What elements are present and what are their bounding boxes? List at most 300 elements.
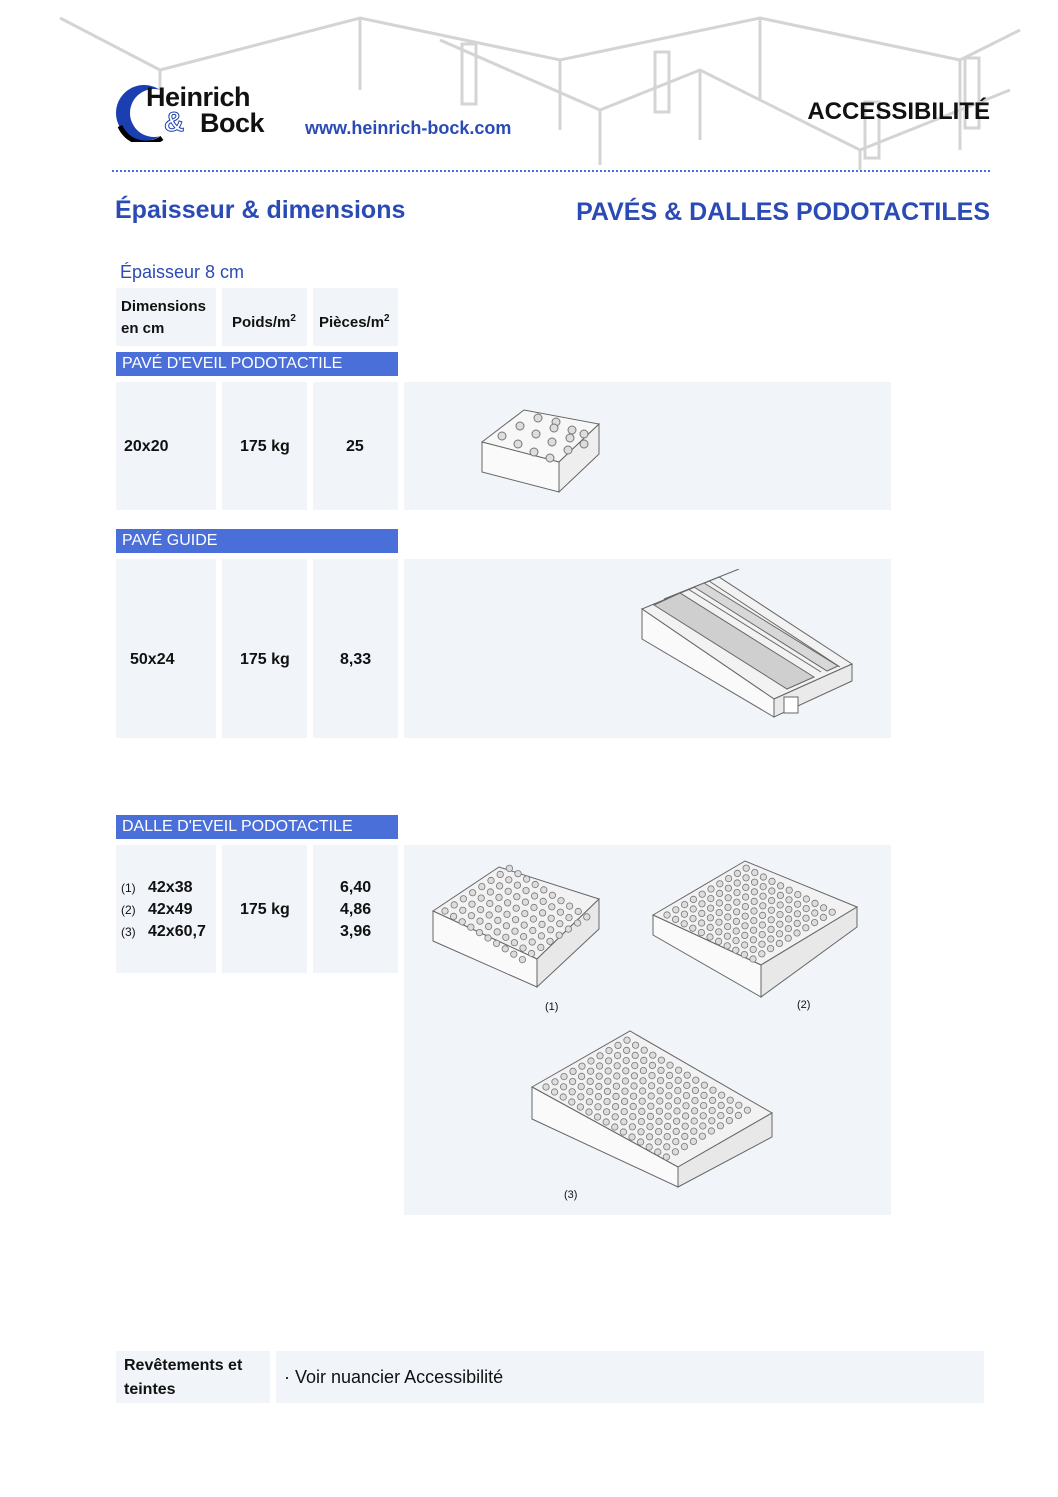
- tactile-dot: [752, 869, 758, 875]
- weight-value: 175 kg: [240, 651, 290, 668]
- tactile-dot: [682, 1133, 688, 1139]
- tactile-dot: [541, 887, 547, 893]
- tactile-dot: [638, 1129, 644, 1135]
- tactile-dot: [673, 1138, 679, 1144]
- tactile-dot: [548, 915, 554, 921]
- tactile-dot: [681, 921, 687, 927]
- tactile-dot: [596, 1073, 602, 1079]
- tactile-dot: [641, 1057, 647, 1063]
- tactile-dot: [648, 1093, 654, 1099]
- tactile-dot: [522, 899, 528, 905]
- tactile-dot: [708, 1128, 714, 1134]
- tactile-dot: [450, 913, 456, 919]
- tactile-dot: [493, 940, 499, 946]
- pieces-value: 4,86: [340, 901, 372, 918]
- tactile-dot: [530, 927, 536, 933]
- tactile-dot: [795, 891, 801, 897]
- tactile-dot: [476, 929, 482, 935]
- tactile-dot: [803, 915, 809, 921]
- footer-label-line2: teintes: [124, 1381, 176, 1398]
- tactile-dot: [709, 1118, 715, 1124]
- tactile-dot: [640, 1078, 646, 1084]
- tactile-dot: [531, 893, 537, 899]
- tactile-dot: [487, 889, 493, 895]
- tactile-dot: [683, 1092, 689, 1098]
- tactile-dot: [503, 923, 509, 929]
- guide-paver-image: [634, 569, 864, 729]
- tactile-dot: [698, 929, 704, 935]
- tactile-dot: [785, 925, 791, 931]
- tactile-dot: [786, 906, 792, 912]
- footer-label-line1: Revêtements et: [124, 1357, 243, 1374]
- tactile-dot: [751, 889, 757, 895]
- tactile-dot: [578, 1094, 584, 1100]
- tactile-dot: [530, 916, 536, 922]
- thickness-label: Épaisseur 8 cm: [120, 262, 245, 282]
- tactile-dot: [769, 888, 775, 894]
- tactile-dot: [504, 911, 510, 917]
- tactile-dot: [570, 1068, 576, 1074]
- row-index: (2): [121, 903, 136, 917]
- tactile-dot: [768, 907, 774, 913]
- tactile-dot: [629, 1134, 635, 1140]
- tactile-dot: [681, 1143, 687, 1149]
- tactile-dot: [460, 907, 466, 913]
- tactile-dot: [692, 1087, 698, 1093]
- tactile-dot: [594, 1114, 600, 1120]
- tactile-dot: [681, 911, 687, 917]
- tactile-dot: [551, 1089, 557, 1095]
- tactile-dot: [604, 1088, 610, 1094]
- tactile-dot: [514, 894, 520, 900]
- tactile-dot: [768, 936, 774, 942]
- tactile-dot: [794, 930, 800, 936]
- tactile-dot: [743, 865, 749, 871]
- tactile-dot: [699, 910, 705, 916]
- tactile-dot: [741, 951, 747, 957]
- header-cell-pieces: [313, 288, 398, 346]
- tactile-dot: [478, 895, 484, 901]
- tactile-dot: [650, 1052, 656, 1058]
- category-title: ACCESSIBILITÉ: [807, 98, 990, 125]
- tactile-dot: [726, 1117, 732, 1123]
- tactile-dot: [725, 885, 731, 891]
- tactile-dot: [700, 1113, 706, 1119]
- tactile-dot: [578, 1073, 584, 1079]
- tactile-dot: [674, 1108, 680, 1114]
- tactile-dot: [718, 1102, 724, 1108]
- tactile-dot: [623, 1057, 629, 1063]
- section-band-pave-guide: PAVÉ GUIDE: [116, 529, 398, 553]
- tactile-dot: [578, 1083, 584, 1089]
- cell-pieces: [313, 845, 398, 973]
- tactile-dot: [612, 1124, 618, 1130]
- tactile-dot: [690, 896, 696, 902]
- tactile-dot: [506, 877, 512, 883]
- tactile-dot: [675, 1087, 681, 1093]
- tactile-dot: [648, 1083, 654, 1089]
- tactile-dot: [613, 1093, 619, 1099]
- logo-text-heinrich: Heinrich: [146, 82, 251, 112]
- tactile-dot: [699, 901, 705, 907]
- tactile-dot: [621, 1119, 627, 1125]
- tactile-dot: [624, 1037, 630, 1043]
- tactile-dot: [715, 938, 721, 944]
- tactile-dot: [716, 929, 722, 935]
- cell-dimension: [116, 382, 216, 510]
- tactile-dot: [543, 1084, 549, 1090]
- dimension-value: 42x60,7: [148, 923, 206, 940]
- tactile-dot: [522, 910, 528, 916]
- tactile-dot: [724, 923, 730, 929]
- tactile-dot: [716, 909, 722, 915]
- tactile-dot: [505, 888, 511, 894]
- tactile-dot: [549, 904, 555, 910]
- tactile-dot: [690, 915, 696, 921]
- tactile-dot: [469, 901, 475, 907]
- company-logo[interactable]: [112, 82, 287, 142]
- tactile-dot: [638, 1118, 644, 1124]
- tactile-dot: [684, 1082, 690, 1088]
- tactile-dot: [596, 1083, 602, 1089]
- tactile-dot: [569, 1099, 575, 1105]
- tactile-dot: [632, 1052, 638, 1058]
- tactile-dot: [565, 926, 571, 932]
- tactile-dot: [595, 1104, 601, 1110]
- tactile-dot: [717, 1123, 723, 1129]
- tactile-dot: [742, 894, 748, 900]
- tactile-dot: [647, 1113, 653, 1119]
- tactile-dot: [701, 1082, 707, 1088]
- tactile-dot: [495, 906, 501, 912]
- tactile-dot: [734, 889, 740, 895]
- tactile-dot: [700, 1123, 706, 1129]
- tactile-dot: [648, 1103, 654, 1109]
- header-dimensions-line2: en cm: [121, 320, 165, 337]
- tactile-dot: [673, 1118, 679, 1124]
- tactile-dot: [768, 926, 774, 932]
- tactile-dot: [693, 1077, 699, 1083]
- tactile-dot: [777, 902, 783, 908]
- image-cell: [404, 845, 891, 1215]
- tactile-dot: [759, 951, 765, 957]
- header-weight: Poids/$m^2$: [232, 313, 296, 331]
- tactile-dot: [531, 904, 537, 910]
- tactile-dot: [587, 1068, 593, 1074]
- tactile-dot: [727, 1107, 733, 1113]
- tactile-dot: [759, 912, 765, 918]
- tactile-dot: [649, 1062, 655, 1068]
- tactile-dot: [776, 940, 782, 946]
- tactile-dot: [451, 902, 457, 908]
- tactile-dot: [495, 917, 501, 923]
- tactile-dot: [724, 943, 730, 949]
- section-title-right: PAVÉS & DALLES PODOTACTILES: [576, 198, 990, 226]
- tactile-dot: [820, 905, 826, 911]
- tactile-dot: [718, 1112, 724, 1118]
- tactile-dot: [497, 871, 503, 877]
- tactile-dot: [512, 917, 518, 923]
- row-index: (3): [121, 925, 136, 939]
- tactile-dot: [630, 1113, 636, 1119]
- section-band-dalle-eveil: DALLE D'EVEIL PODOTACTILE: [116, 815, 398, 839]
- tactile-dot: [605, 1068, 611, 1074]
- pieces-value: 6,40: [340, 879, 372, 896]
- tactile-dot: [692, 1097, 698, 1103]
- tactile-dot: [596, 1063, 602, 1069]
- tactile-dot: [777, 892, 783, 898]
- tactile-dot: [733, 909, 739, 915]
- tactile-dot: [736, 1102, 742, 1108]
- tactile-dot: [641, 1047, 647, 1053]
- tactile-dot: [485, 923, 491, 929]
- tactile-dot: [666, 1093, 672, 1099]
- tactile-dot: [803, 896, 809, 902]
- pieces-value: 25: [346, 438, 364, 455]
- section-band-eveil-pave: PAVÉ D'EVEIL PODOTACTILE: [116, 352, 398, 376]
- tactile-dot: [613, 1083, 619, 1089]
- slab-label: (2): [797, 999, 811, 1011]
- tactile-dot: [811, 919, 817, 925]
- tactile-dot: [664, 1133, 670, 1139]
- tactile-dot: [760, 903, 766, 909]
- tactile-dot: [794, 901, 800, 907]
- tactile-dot: [733, 947, 739, 953]
- tactile-dot: [700, 1102, 706, 1108]
- tactile-dot: [502, 946, 508, 952]
- tactile-dot: [675, 1067, 681, 1073]
- row-index: (1): [121, 881, 136, 895]
- tactile-dot: [566, 903, 572, 909]
- tactile-dot: [724, 933, 730, 939]
- tactile-dot: [519, 956, 525, 962]
- tactile-dot: [725, 875, 731, 881]
- tactile-dot: [587, 1078, 593, 1084]
- tactile-dot: [586, 1099, 592, 1105]
- tactile-slab-image-1: [429, 863, 604, 993]
- tactile-dot: [701, 1092, 707, 1098]
- tactile-dot: [485, 935, 491, 941]
- tactile-dot: [552, 1079, 558, 1085]
- pieces-value: 8,33: [340, 651, 372, 668]
- tactile-dot: [632, 1042, 638, 1048]
- tactile-dot: [767, 945, 773, 951]
- tactile-dot: [622, 1088, 628, 1094]
- tactile-dot: [750, 946, 756, 952]
- tactile-dot: [639, 1088, 645, 1094]
- tactile-dot: [709, 1097, 715, 1103]
- tactile-slab-image-2: [649, 857, 864, 1002]
- tactile-dot: [759, 941, 765, 947]
- tactile-dot: [759, 922, 765, 928]
- tactile-dot: [664, 1144, 670, 1150]
- tactile-dot: [586, 1109, 592, 1115]
- tactile-dot: [646, 1144, 652, 1150]
- cell-weight: [222, 559, 307, 738]
- tactile-dot: [750, 927, 756, 933]
- slab-label: (3): [564, 1189, 578, 1201]
- tactile-dot: [794, 911, 800, 917]
- tactile-dot: [640, 1067, 646, 1073]
- tactile-dot: [632, 1062, 638, 1068]
- tactile-dot: [803, 925, 809, 931]
- tactile-dot: [520, 933, 526, 939]
- tactile-dot: [716, 919, 722, 925]
- cell-pieces: [313, 382, 398, 510]
- header-dimensions-line1: Dimensions: [121, 298, 207, 315]
- tactile-dot: [529, 939, 535, 945]
- tactile-dot: [820, 914, 826, 920]
- tactile-dot: [647, 1123, 653, 1129]
- tactile-dot: [718, 1092, 724, 1098]
- tactile-dot: [515, 871, 521, 877]
- tactile-dot: [604, 1098, 610, 1104]
- tactile-dot: [655, 1149, 661, 1155]
- tactile-dot: [691, 1108, 697, 1114]
- tactile-dot: [606, 1047, 612, 1053]
- tactile-dot: [707, 924, 713, 930]
- tactile-dot: [506, 865, 512, 871]
- tactile-dot: [785, 935, 791, 941]
- tactile-dot: [658, 1057, 664, 1063]
- tactile-dot: [691, 1128, 697, 1134]
- dimension-value: 20x20: [124, 438, 169, 455]
- tactile-dot: [725, 914, 731, 920]
- pieces-value: 3,96: [340, 923, 372, 940]
- tactile-dot: [707, 915, 713, 921]
- tactile-dot: [709, 1107, 715, 1113]
- tactile-dot: [673, 907, 679, 913]
- tactile-dot: [742, 932, 748, 938]
- tactile-dot: [727, 1097, 733, 1103]
- tactile-dot: [733, 918, 739, 924]
- tactile-dot: [768, 917, 774, 923]
- tactile-dot: [511, 951, 517, 957]
- tactile-dot: [786, 897, 792, 903]
- tactile-dot: [468, 924, 474, 930]
- tactile-dot: [511, 940, 517, 946]
- tactile-dot: [587, 1088, 593, 1094]
- tactile-dot: [666, 1072, 672, 1078]
- tactile-dot: [657, 1077, 663, 1083]
- cell-pieces: [313, 559, 398, 738]
- website-link[interactable]: www.heinrich-bock.com: [305, 118, 512, 138]
- tactile-dot: [751, 908, 757, 914]
- tactile-dot: [504, 900, 510, 906]
- tactile-dot: [690, 906, 696, 912]
- tactile-dot: [605, 1078, 611, 1084]
- tactile-dot: [717, 881, 723, 887]
- tactile-dot: [588, 1058, 594, 1064]
- tactile-dot: [684, 1072, 690, 1078]
- tactile-dot: [514, 882, 520, 888]
- tactile-dot: [777, 883, 783, 889]
- tactile-dot: [803, 905, 809, 911]
- tactile-dot: [812, 910, 818, 916]
- tactile-dot: [776, 931, 782, 937]
- tactile-dot: [663, 1154, 669, 1160]
- tactile-dot: [672, 916, 678, 922]
- tactile-dot: [538, 933, 544, 939]
- tactile-dot: [630, 1103, 636, 1109]
- tactile-dot: [742, 913, 748, 919]
- tactile-dot: [708, 895, 714, 901]
- tactile-dot: [557, 909, 563, 915]
- tactile-dot: [734, 870, 740, 876]
- tactile-dot: [622, 1078, 628, 1084]
- tactile-dot: [751, 879, 757, 885]
- tactile-dot: [513, 905, 519, 911]
- tactile-dot: [725, 895, 731, 901]
- cell-dimension: [116, 559, 216, 738]
- section-title-left: Épaisseur & dimensions: [115, 196, 406, 224]
- tactile-dot: [639, 1098, 645, 1104]
- tactile-dot: [750, 956, 756, 962]
- tactile-dot: [479, 883, 485, 889]
- tactile-dot: [496, 883, 502, 889]
- tactile-slab-image-3: [528, 1027, 778, 1192]
- tactile-dot: [603, 1119, 609, 1125]
- tactile-dot: [560, 1084, 566, 1090]
- tactile-dot: [494, 929, 500, 935]
- header-pieces: Pièces/$m^2$: [319, 313, 390, 331]
- tactile-dot: [523, 887, 529, 893]
- tactile-dot: [768, 897, 774, 903]
- tactile-dot: [468, 913, 474, 919]
- tactile-dot: [716, 890, 722, 896]
- tactile-dot: [657, 1098, 663, 1104]
- dimension-value: 42x49: [148, 901, 193, 918]
- tactile-dot: [459, 919, 465, 925]
- tactile-dot: [733, 937, 739, 943]
- tactile-dot: [691, 1118, 697, 1124]
- tactile-dot: [560, 1094, 566, 1100]
- tactile-dot: [488, 877, 494, 883]
- tactile-dot: [549, 892, 555, 898]
- tactile-dot: [460, 896, 466, 902]
- tactile-dot: [674, 1098, 680, 1104]
- tactile-dot: [520, 945, 526, 951]
- tactile-dot: [725, 904, 731, 910]
- tactile-dot: [561, 1073, 567, 1079]
- footer-value-cell: [276, 1351, 984, 1403]
- footer-value[interactable]: · Voir nuancier Accessibilité: [284, 1367, 504, 1387]
- tactile-dot: [699, 1133, 705, 1139]
- tactile-dot: [734, 899, 740, 905]
- tactile-dot: [620, 1129, 626, 1135]
- tactile-dot: [751, 898, 757, 904]
- tactile-dot: [442, 908, 448, 914]
- tactile-dot: [707, 905, 713, 911]
- tactile-dot: [759, 931, 765, 937]
- tactile-dot: [681, 901, 687, 907]
- tactile-dot: [664, 912, 670, 918]
- dimension-value: 50x24: [130, 651, 175, 668]
- tactile-dot: [540, 898, 546, 904]
- tactile-dot: [750, 937, 756, 943]
- tactile-dot: [486, 912, 492, 918]
- tactile-dot: [614, 1052, 620, 1058]
- tactile-dot: [597, 1053, 603, 1059]
- tactile-dot: [487, 900, 493, 906]
- tactile-dot: [760, 883, 766, 889]
- tactile-dot: [665, 1103, 671, 1109]
- cell-weight: [222, 845, 307, 973]
- tactile-dot: [744, 1107, 750, 1113]
- header-cell-dimensions: [116, 288, 216, 346]
- tactile-dot: [760, 893, 766, 899]
- tactile-dot: [556, 932, 562, 938]
